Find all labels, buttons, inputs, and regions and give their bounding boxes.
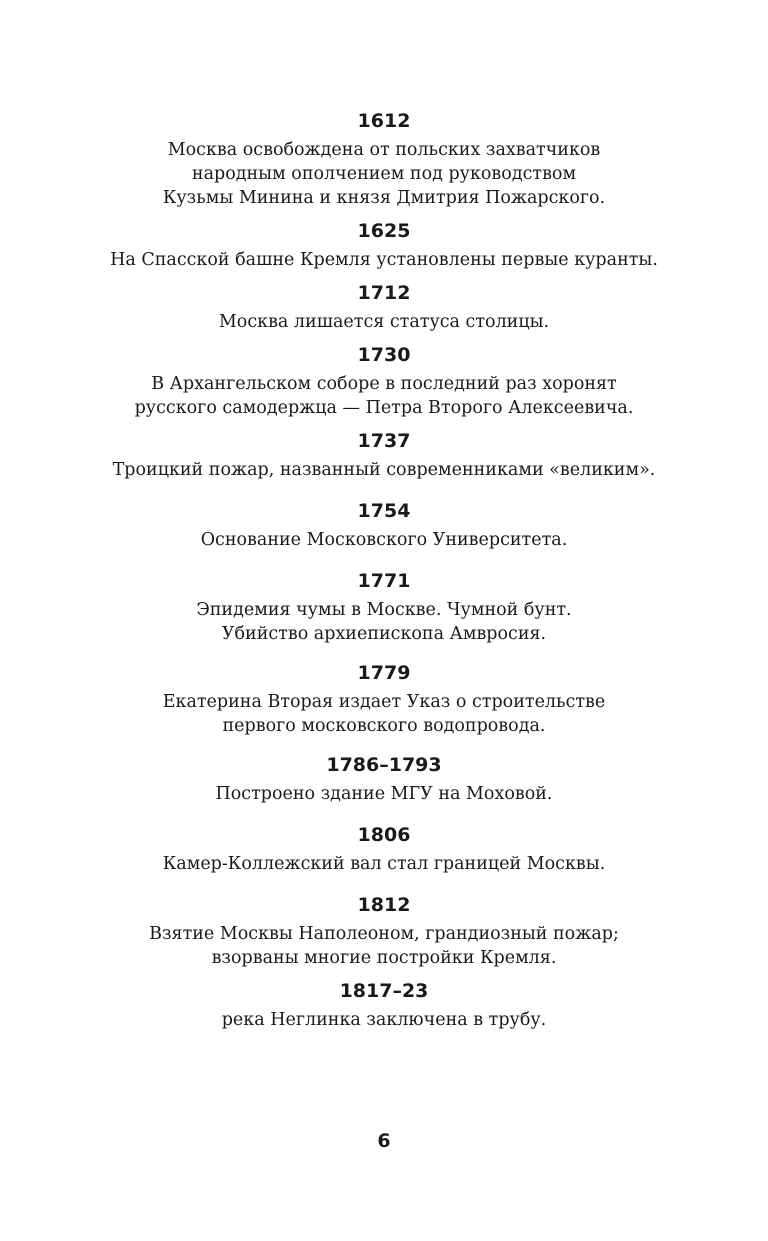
- timeline-entry: [0, 823, 768, 876]
- event-year: 1730: [357, 344, 411, 366]
- event-description: [0, 305, 768, 334]
- timeline-entry: [0, 281, 768, 334]
- event-description: [0, 777, 768, 806]
- event-year: 1806: [357, 824, 411, 846]
- event-year: 1712: [357, 282, 411, 304]
- event-description-line: река Неглинка заключена в трубу.: [221, 1010, 547, 1030]
- event-description-line: На Спасской башне Кремля установлены первые куранты.: [110, 250, 658, 270]
- event-description: [0, 367, 768, 420]
- event-description: [0, 917, 768, 970]
- timeline-entry: [0, 753, 768, 806]
- event-description-line: Кузьмы Минина и князя Дмитрия Пожарского.: [162, 188, 606, 208]
- event-description: [0, 685, 768, 738]
- timeline-entry: [0, 343, 768, 420]
- event-description-line: первого московского водопровода.: [222, 716, 546, 736]
- event-year: 1737: [357, 430, 411, 452]
- event-description: [0, 453, 768, 482]
- timeline-entry: [0, 569, 768, 646]
- event-description-line: народным ополчением под руководством: [191, 164, 577, 184]
- timeline-entry: [0, 429, 768, 482]
- event-description-line: взорваны многие постройки Кремля.: [211, 948, 557, 968]
- event-description-line: Убийство архиепископа Амвросия.: [221, 624, 547, 644]
- event-description-line: Москва освобождена от польских захватчиков: [167, 140, 601, 160]
- event-year: 1771: [357, 570, 411, 592]
- event-description-line: русского самодержца — Петра Второго Алексеевича.: [134, 398, 634, 418]
- event-year: 1754: [357, 500, 411, 522]
- event-description-line: Эпидемия чумы в Москве. Чумной бунт.: [196, 600, 572, 620]
- event-year: 1779: [357, 662, 411, 684]
- event-description-line: Троицкий пожар, названный современниками «великим».: [112, 460, 656, 480]
- event-description-line: Москва лишается статуса столицы.: [218, 312, 550, 332]
- timeline-entry: [0, 109, 768, 210]
- timeline-entry: [0, 979, 768, 1032]
- event-description: [0, 593, 768, 646]
- event-description: [0, 847, 768, 876]
- event-year: 1786–1793: [326, 754, 442, 776]
- event-description: [0, 243, 768, 272]
- timeline-entry: [0, 219, 768, 272]
- page-number: 6: [377, 1130, 391, 1152]
- event-description-line: Екатерина Вторая издает Указ о строительстве: [162, 692, 606, 712]
- timeline-entry: [0, 661, 768, 738]
- timeline-entry: [0, 499, 768, 552]
- event-year: 1625: [357, 220, 411, 242]
- event-year: 1812: [357, 894, 411, 916]
- event-description: [0, 523, 768, 552]
- event-description-line: Построено здание МГУ на Моховой.: [215, 784, 553, 804]
- event-description-line: Взятие Москвы Наполеоном, грандиозный пожар;: [149, 924, 619, 944]
- event-year: 1817–23: [339, 980, 429, 1002]
- event-description-line: Камер-Коллежский вал стал границей Москвы.: [162, 854, 606, 874]
- timeline-entry: [0, 893, 768, 970]
- event-description: [0, 1003, 768, 1032]
- event-description-line: Основание Московского Университета.: [200, 530, 568, 550]
- event-description: [0, 133, 768, 210]
- timeline: [0, 109, 768, 1032]
- event-year: 1612: [357, 110, 411, 132]
- event-description-line: В Архангельском соборе в последний раз хоронят: [151, 374, 617, 394]
